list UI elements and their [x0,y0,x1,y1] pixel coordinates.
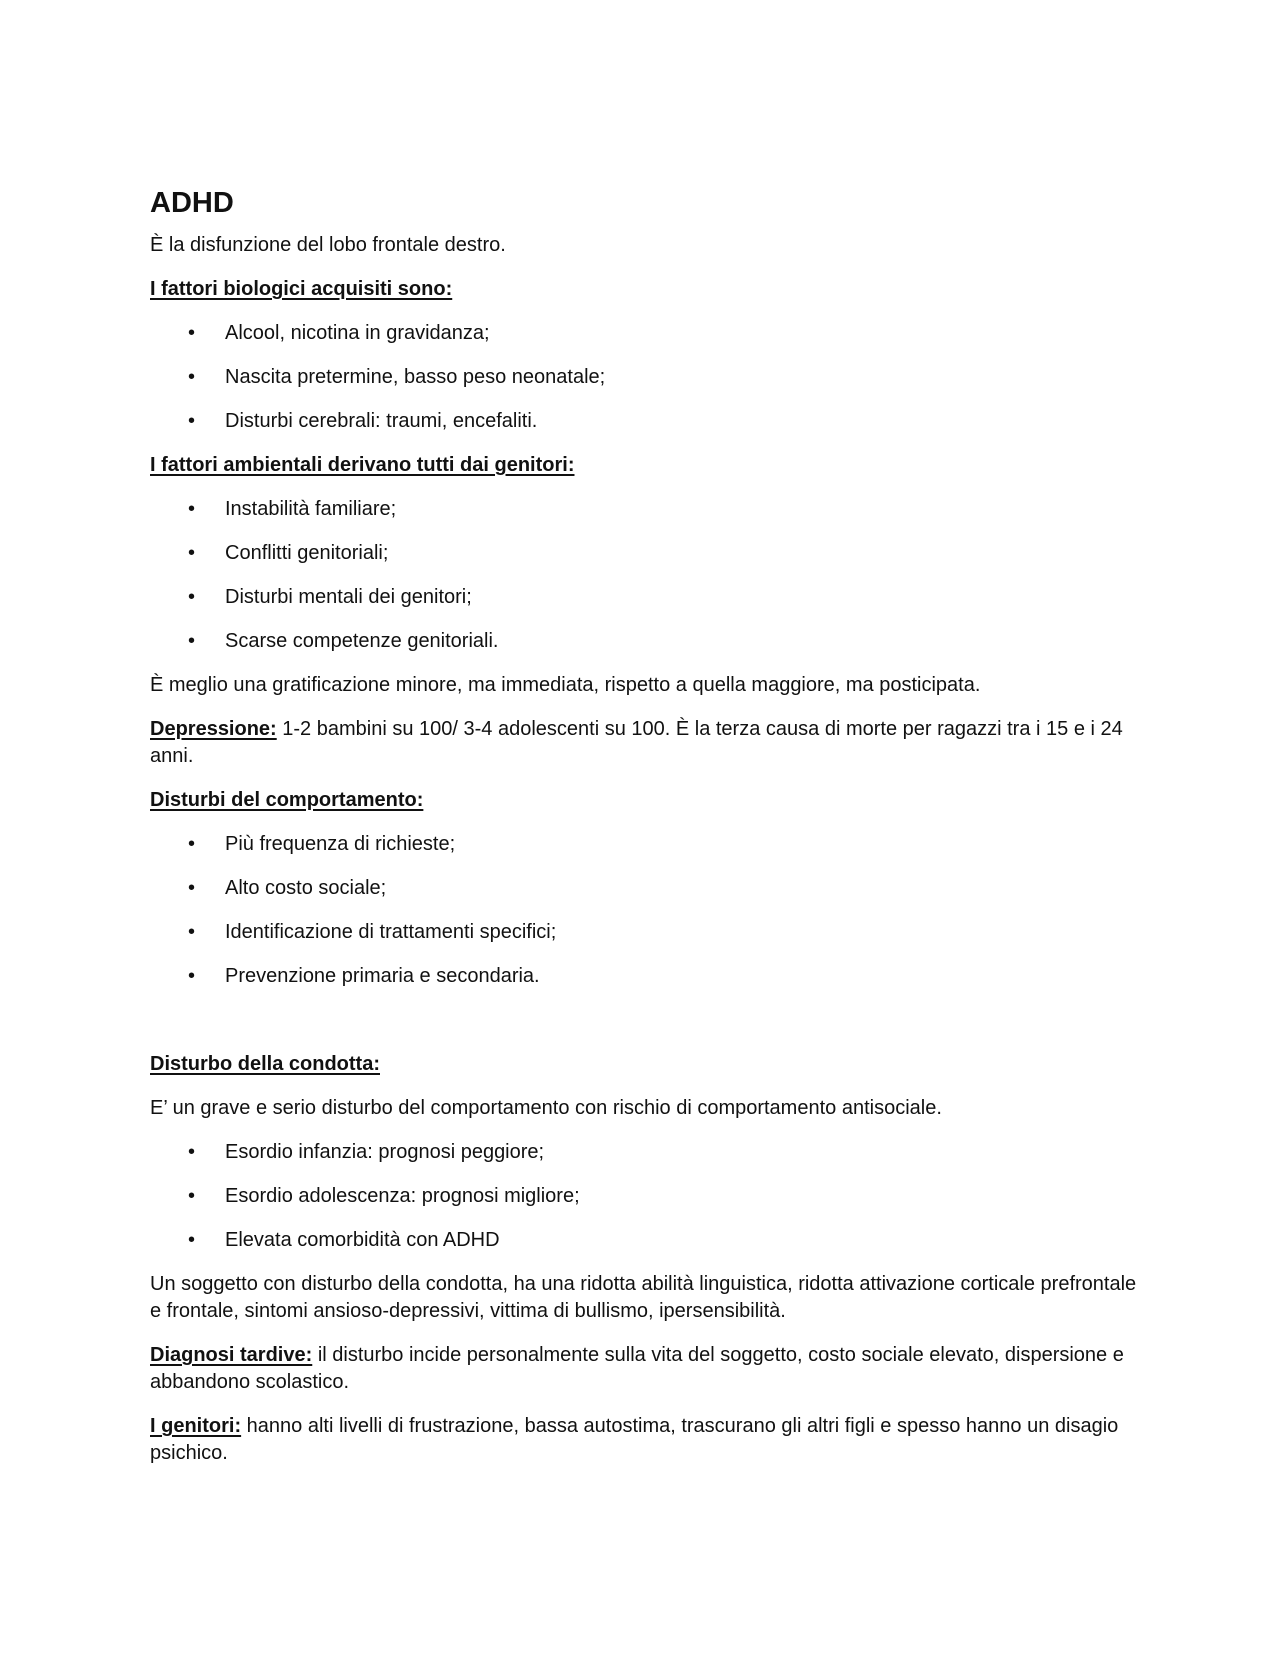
genitori-paragraph [150,1413,1140,1467]
list-item [150,875,1140,902]
disturbo-condotta-heading-text: Disturbo della condotta: [150,1053,380,1075]
list-item [150,496,1140,523]
list-item-text: Identificazione di trattamenti specifici; [225,921,557,943]
list-item [150,408,1140,435]
list-item [150,1139,1140,1166]
fattori-ambientali-list [150,496,1140,655]
diagnosi-tardive-text: il disturbo incide personalmente sulla vita del soggetto, costo sociale elevato, dispersione e abbandono scolastico. [150,1344,1124,1393]
diagnosi-tardive-label: Diagnosi tardive: [150,1344,313,1366]
depressione-label: Depressione: [150,718,277,740]
bullet-icon: • [188,410,196,432]
disturbi-comportamento-heading [150,787,1140,814]
list-item-text: Scarse competenze genitoriali. [225,630,499,652]
fattori-ambientali-heading [150,452,1140,479]
bullet-icon: • [188,1141,196,1163]
disturbo-condotta-heading [150,1051,1140,1078]
list-item-text: Alto costo sociale; [225,877,387,899]
fattori-biologici-heading [150,276,1140,303]
list-item-text: Alcool, nicotina in gravidanza; [225,322,490,344]
bullet-icon: • [188,498,196,520]
bullet-icon: • [188,586,196,608]
list-item-text: Prevenzione primaria e secondaria. [225,965,540,987]
list-item-text: Nascita pretermine, basso peso neonatale; [225,366,606,388]
disturbi-comportamento-heading-text: Disturbi del comportamento: [150,789,424,811]
list-item [150,320,1140,347]
empty-line [150,1007,1140,1051]
intro-paragraph: È la disfunzione del lobo frontale destro. [150,234,506,256]
bullet-icon: • [188,366,196,388]
fattori-biologici-heading-text: I fattori biologici acquisiti sono: [150,278,453,300]
bullet-icon: • [188,322,196,344]
gratificazione-paragraph: È meglio una gratificazione minore, ma immediata, rispetto a quella maggiore, ma posticipata. [150,674,981,696]
list-item [150,364,1140,391]
list-item [150,628,1140,655]
list-item-text: Più frequenza di richieste; [225,833,456,855]
depressione-text: 1-2 bambini su 100/ 3-4 adolescenti su 100. È la terza causa di morte per ragazzi tra i 15 e i 24 anni. [150,718,1123,767]
list-item-text: Esordio infanzia: prognosi peggiore; [225,1141,545,1163]
bullet-icon: • [188,921,196,943]
document-title: ADHD [150,187,234,219]
bullet-icon: • [188,542,196,564]
list-item [150,1227,1140,1254]
list-item-text: Elevata comorbidità con ADHD [225,1229,500,1251]
list-item [150,540,1140,567]
genitori-text: hanno alti livelli di frustrazione, bassa autostima, trascurano gli altri figli e spesso hanno un disagio psichico. [150,1415,1119,1464]
disturbo-condotta-intro: E’ un grave e serio disturbo del comportamento con rischio di comportamento antisociale. [150,1097,942,1119]
bullet-icon: • [188,1185,196,1207]
fattori-ambientali-heading-text: I fattori ambientali derivano tutti dai genitori: [150,454,575,476]
list-item [150,584,1140,611]
list-item [150,1183,1140,1210]
list-item [150,919,1140,946]
depressione-paragraph [150,716,1140,770]
bullet-icon: • [188,877,196,899]
bullet-icon: • [188,833,196,855]
diagnosi-tardive-paragraph [150,1342,1140,1396]
list-item-text: Conflitti genitoriali; [225,542,389,564]
list-item-text: Disturbi cerebrali: traumi, encefaliti. [225,410,538,432]
list-item [150,963,1140,990]
soggetto-paragraph: Un soggetto con disturbo della condotta, ha una ridotta abilità linguistica, ridotta attivazione corticale prefrontale e frontale, sintomi ansioso-depressivi, vittima di bullismo, ipersensibilità. [150,1273,1137,1322]
disturbi-comportamento-list [150,831,1140,990]
fattori-biologici-list [150,320,1140,435]
document-page [150,186,1140,1484]
bullet-icon: • [188,630,196,652]
bullet-icon: • [188,965,196,987]
disturbo-condotta-list [150,1139,1140,1254]
bullet-icon: • [188,1229,196,1251]
list-item [150,831,1140,858]
list-item-text: Esordio adolescenza: prognosi migliore; [225,1185,580,1207]
list-item-text: Disturbi mentali dei genitori; [225,586,472,608]
genitori-label: I genitori: [150,1415,242,1437]
list-item-text: Instabilità familiare; [225,498,397,520]
